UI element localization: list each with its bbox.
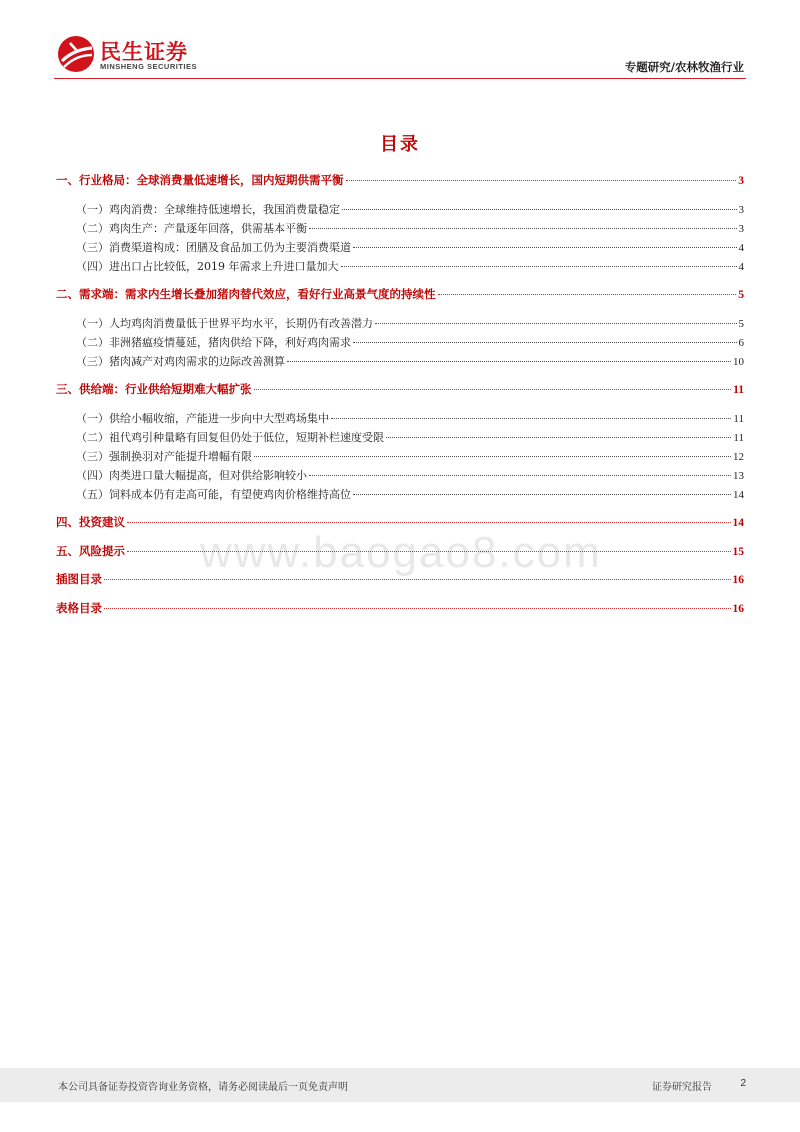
toc-subsection-entry[interactable] <box>56 315 744 331</box>
toc-entry-label: 五、风险提示 <box>56 544 125 558</box>
toc-entry-page: 13 <box>733 470 744 482</box>
toc-dot-leader <box>386 437 731 438</box>
toc-entry-page: 11 <box>733 413 744 425</box>
toc-dot-leader <box>353 342 737 343</box>
toc-entry-page: 3 <box>738 204 744 216</box>
toc-subsection-entry[interactable] <box>56 486 744 502</box>
toc-dot-leader <box>254 389 732 390</box>
toc-section-entry[interactable] <box>56 286 744 302</box>
toc-entry-label: （一）鸡肉消费：全球维持低速增长，我国消费量稳定 <box>76 203 340 216</box>
toc-entry-label: （一）供给小幅收缩，产能进一步向中大型鸡场集中 <box>76 412 329 425</box>
toc-subsection-entry[interactable] <box>56 258 744 274</box>
toc-section-entry[interactable] <box>56 514 744 530</box>
toc-entry-label: （一）人均鸡肉消费量低于世界平均水平，长期仍有改善潜力 <box>76 317 373 330</box>
toc-entry-page: 10 <box>733 356 744 368</box>
toc-entry-label: 表格目录 <box>56 601 102 615</box>
toc-entry-page: 12 <box>733 451 744 463</box>
toc-entry-page: 14 <box>733 489 744 501</box>
toc-dot-leader <box>309 228 737 229</box>
toc-dot-leader <box>127 551 731 552</box>
toc-dot-leader <box>375 323 737 324</box>
toc-subsection-entry[interactable] <box>56 239 744 255</box>
toc-entry-page: 5 <box>738 318 744 330</box>
toc-dot-leader <box>254 456 731 457</box>
toc-entry-label: （三）猪肉减产对鸡肉需求的边际改善测算 <box>76 355 285 368</box>
toc-dot-leader <box>341 266 737 267</box>
toc-dot-leader <box>104 608 731 609</box>
toc-section-entry[interactable] <box>56 543 744 559</box>
watermark: www.baogao8.com <box>200 528 602 577</box>
toc-entry-label: （三）消费渠道构成：团膳及食品加工仍为主要消费渠道 <box>76 241 351 254</box>
toc-entry-label: （二）鸡肉生产：产量逐年回落，供需基本平衡 <box>76 222 307 235</box>
toc-dot-leader <box>309 475 731 476</box>
toc-entry-label: （二）祖代鸡引种量略有回复但仍处于低位，短期补栏速度受限 <box>76 431 384 444</box>
toc-dot-leader <box>438 294 737 295</box>
toc-entry-page: 3 <box>738 175 744 187</box>
toc-entry-page: 3 <box>738 223 744 235</box>
toc-entry-page: 4 <box>738 242 744 254</box>
toc-entry-page: 11 <box>733 384 744 396</box>
toc-section-entry[interactable] <box>56 381 744 397</box>
toc-subsection-entry[interactable] <box>56 429 744 445</box>
logo-chinese-name: 民生证券 <box>100 40 188 64</box>
toc-dot-leader <box>287 361 731 362</box>
toc-entry-label: （四）肉类进口量大幅提高，但对供给影响较小 <box>76 469 307 482</box>
footer-report-type: 证券研究报告 <box>652 1082 712 1093</box>
toc-dot-leader <box>342 209 737 210</box>
toc-entry-label: （二）非洲猪瘟疫情蔓延，猪肉供给下降，利好鸡肉需求 <box>76 336 351 349</box>
toc-entry-page: 5 <box>738 289 744 301</box>
toc-subsection-entry[interactable] <box>56 467 744 483</box>
toc-entry-page: 6 <box>738 337 744 349</box>
toc-subsection-entry[interactable] <box>56 334 744 350</box>
header-divider <box>54 78 746 79</box>
toc-dot-leader <box>104 579 731 580</box>
page-footer <box>0 1068 800 1102</box>
toc-subsection-entry[interactable] <box>56 410 744 426</box>
toc-entry-page: 4 <box>738 261 744 273</box>
footer-page-number: 2 <box>740 1078 746 1089</box>
toc-subsection-entry[interactable] <box>56 353 744 369</box>
toc-section-entry[interactable] <box>56 172 744 188</box>
toc-dot-leader <box>353 494 731 495</box>
toc-entry-label: 一、行业格局：全球消费量低速增长，国内短期供需平衡 <box>56 173 344 187</box>
toc-dot-leader <box>331 418 731 419</box>
toc-entry-label: 二、需求端：需求内生增长叠加猪肉替代效应，看好行业高景气度的持续性 <box>56 287 436 301</box>
toc-section-entry[interactable] <box>56 571 744 587</box>
toc-section-entry[interactable] <box>56 600 744 616</box>
toc-entry-page: 14 <box>732 517 744 529</box>
toc-entry-page: 15 <box>732 546 744 558</box>
toc-subsection-entry[interactable] <box>56 201 744 217</box>
report-category: 专题研究/农林牧渔行业 <box>624 60 744 74</box>
toc-entry-label: 三、供给端：行业供给短期难大幅扩张 <box>56 382 252 396</box>
toc-entry-page: 16 <box>732 574 744 586</box>
toc-entry-page: 16 <box>732 603 744 615</box>
toc-dot-leader <box>127 522 731 523</box>
page-header <box>0 0 800 80</box>
toc-subsection-entry[interactable] <box>56 220 744 236</box>
toc-subsection-entry[interactable] <box>56 448 744 464</box>
company-logo <box>56 34 206 78</box>
toc-entry-label: （三）强制换羽对产能提升增幅有限 <box>76 450 252 463</box>
toc-entry-label: 四、投资建议 <box>56 515 125 529</box>
toc-entry-page: 11 <box>733 432 744 444</box>
toc-entry-label: （四）进出口占比较低，2019 年需求上升进口量加大 <box>76 260 339 273</box>
toc-dot-leader <box>346 180 737 181</box>
toc-entry-label: （五）饲料成本仍有走高可能，有望使鸡肉价格维持高位 <box>76 488 351 501</box>
toc-title: 目录 <box>380 134 420 155</box>
footer-disclaimer: 本公司具备证券投资咨询业务资格，请务必阅读最后一页免责声明 <box>58 1082 348 1093</box>
toc-entry-label: 插图目录 <box>56 572 102 586</box>
logo-english-name: MINSHENG SECURITIES <box>100 62 198 71</box>
toc-dot-leader <box>353 247 737 248</box>
minsheng-logo-icon <box>56 34 96 74</box>
